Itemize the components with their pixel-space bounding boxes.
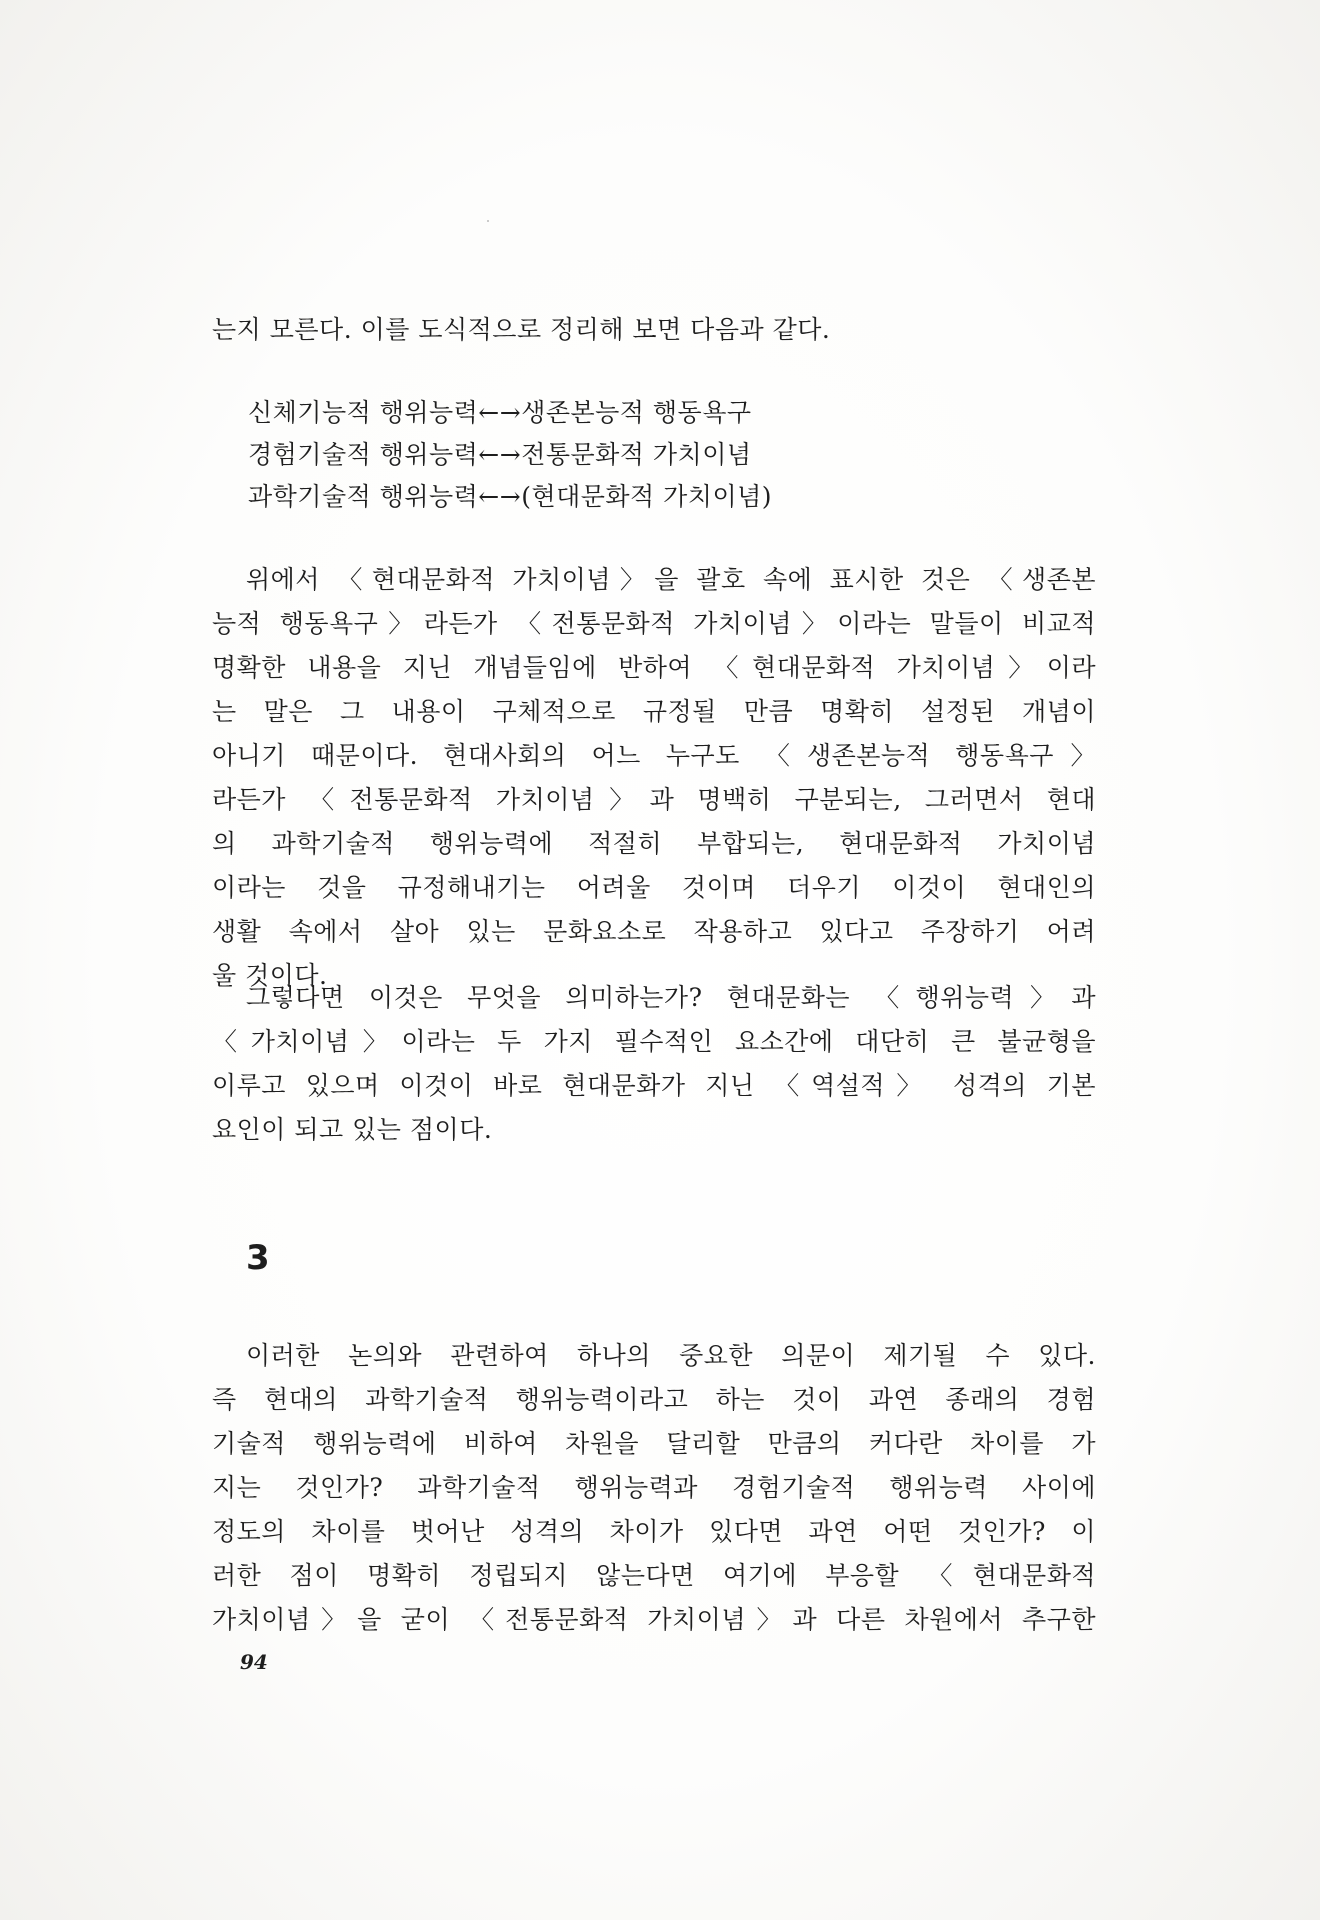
- page-speck: [487, 220, 489, 222]
- schema-row: 과학기술적 행위능력←→(현대문화적 가치이념): [248, 482, 772, 511]
- section-number: 3: [246, 1238, 270, 1278]
- text-line: 기술적 행위능력에 비하여 차원을 달리할 만큼의 커다란 차이를 가: [212, 1429, 1096, 1458]
- text-line: 이라는 것을 규정해내기는 어려울 것이며 더우기 이것이 현대인의: [212, 873, 1096, 902]
- text-line: 명확한 내용을 지닌 개념들임에 반하여 〈현대문화적 가치이념〉이라: [212, 653, 1096, 682]
- text-line: 러한 점이 명확히 정립되지 않는다면 여기에 부응할 〈현대문화적: [212, 1561, 1096, 1590]
- text-line: 이루고 있으며 이것이 바로 현대문화가 지닌 〈역설적〉 성격의 기본: [212, 1071, 1096, 1100]
- text-line: 즉 현대의 과학기술적 행위능력이라고 하는 것이 과연 종래의 경험: [212, 1385, 1096, 1414]
- text-line: 는지 모른다. 이를 도식적으로 정리해 보면 다음과 같다.: [212, 315, 831, 344]
- text-line: 가치이념〉을 굳이 〈전통문화적 가치이념〉과 다른 차원에서 추구한: [212, 1605, 1096, 1634]
- text-line: 지는 것인가? 과학기술적 행위능력과 경험기술적 행위능력 사이에: [212, 1473, 1096, 1502]
- paragraph-1: [212, 558, 1096, 998]
- intro-line-block: [212, 308, 1096, 352]
- text-line: 이러한 논의와 관련하여 하나의 중요한 의문이 제기될 수 있다.: [246, 1341, 1096, 1370]
- text-line: 는 말은 그 내용이 구체적으로 규정될 만큼 명확히 설정된 개념이: [212, 697, 1096, 726]
- text-line: 울 것이다.: [212, 961, 328, 990]
- paragraph-3: [212, 1334, 1096, 1642]
- schema-block: [248, 392, 948, 518]
- text-line: 의 과학기술적 행위능력에 적절히 부합되는, 현대문화적 가치이념: [212, 829, 1096, 858]
- text-line: 위에서 〈현대문화적 가치이념〉을 괄호 속에 표시한 것은 〈생존본: [246, 565, 1096, 594]
- text-line: 그렇다면 이것은 무엇을 의미하는가? 현대문화는 〈행위능력〉과: [246, 983, 1096, 1012]
- text-line: 라든가 〈전통문화적 가치이념〉과 명백히 구분되는, 그러면서 현대: [212, 785, 1096, 814]
- text-line: 능적 행동욕구〉라든가 〈전통문화적 가치이념〉이라는 말들이 비교적: [212, 609, 1096, 638]
- paragraph-2: [212, 976, 1096, 1152]
- text-line: 〈가치이념〉이라는 두 가지 필수적인 요소간에 대단히 큰 불균형을: [212, 1027, 1096, 1056]
- schema-row: 경험기술적 행위능력←→전통문화적 가치이념: [248, 440, 752, 469]
- page-number: 94: [240, 1650, 268, 1674]
- schema-row: 신체기능적 행위능력←→생존본능적 행동욕구: [248, 398, 752, 427]
- text-line: 요인이 되고 있는 점이다.: [212, 1115, 493, 1144]
- text-line: 생활 속에서 살아 있는 문화요소로 작용하고 있다고 주장하기 어려: [212, 917, 1096, 946]
- text-line: 아니기 때문이다. 현대사회의 어느 누구도 〈생존본능적 행동욕구〉: [212, 741, 1096, 770]
- text-line: 정도의 차이를 벗어난 성격의 차이가 있다면 과연 어떤 것인가? 이: [212, 1517, 1096, 1546]
